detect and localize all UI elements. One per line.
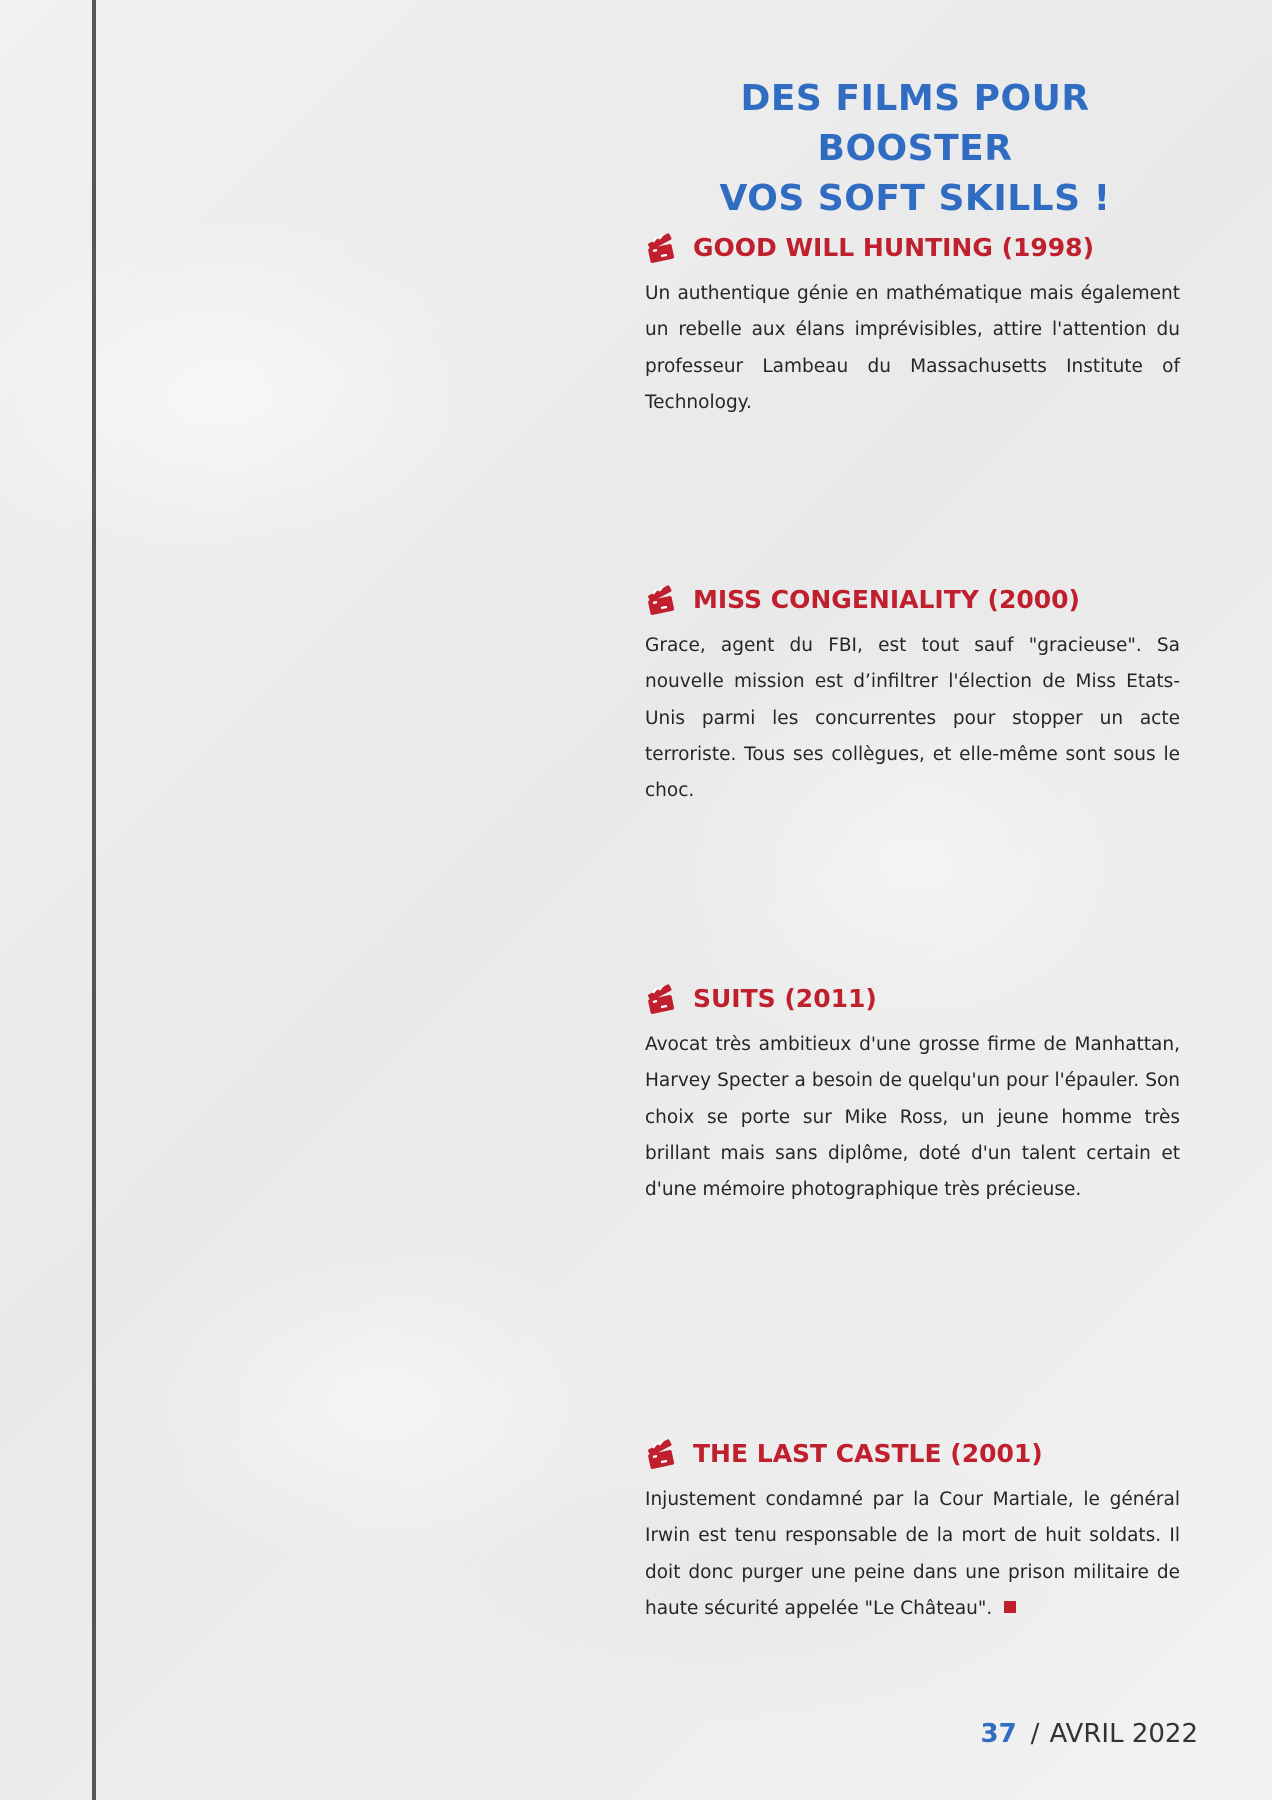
clapperboard-icon [645,232,677,264]
film-title: MISS CONGENIALITY (2000) [693,585,1080,614]
film-entry-the-last-castle [645,1434,1180,1627]
footer-separator: / [1030,1719,1040,1749]
film-title: THE LAST CASTLE (2001) [693,1439,1043,1468]
page-number: 37 [980,1719,1017,1749]
page-title [640,74,1190,224]
clapperboard-icon [645,1438,677,1470]
page-title-line-1: DES FILMS POUR BOOSTER [740,78,1090,169]
film-entry-suits [645,979,1180,1208]
film-description: Grace, agent du FBI, est tout sauf "gracieuse". Sa nouvelle mission est d’infiltrer l'élection de Miss Etats-Unis parmi les concurrentes pour stopper un acte terroriste. Tous ses collègues, et elle-même sont sous le choc. [645,635,1180,802]
film-entry-good-will-hunting [645,228,1180,421]
page-footer [980,1714,1198,1754]
film-heading [645,228,1180,268]
page-title-line-2: VOS SOFT SKILLS ! [719,178,1111,219]
film-title: SUITS (2011) [693,984,877,1013]
film-description: Avocat très ambitieux d'une grosse firme de Manhattan, Harvey Specter a besoin de quelqu'un pour l'épauler. Son choix se porte sur Mike Ross, un jeune homme très brillant mais sans diplôme, doté d'un talent certain et d'une mémoire photographique très précieuse. [645,1034,1180,1201]
clapperboard-icon [645,584,677,616]
film-description [645,1482,1180,1627]
page-margin-rule [92,0,96,1800]
film-heading [645,580,1180,620]
film-entry-miss-congeniality [645,580,1180,809]
issue-date: AVRIL 2022 [1049,1719,1198,1749]
film-title: GOOD WILL HUNTING (1998) [693,233,1095,262]
clapperboard-icon [645,983,677,1015]
film-description-text: Injustement condamné par la Cour Martiale, le général Irwin est tenu responsable de la mort de huit soldats. Il doit donc purger une peine dans une prison militaire de haute sécurité appelée "Le Château". [645,1489,1180,1619]
article-end-mark [1004,1601,1016,1613]
film-description: Un authentique génie en mathématique mais également un rebelle aux élans imprévisibles, attire l'attention du professeur Lambeau du Massachusetts Institute of Technology. [645,283,1180,413]
film-heading [645,979,1180,1019]
film-heading [645,1434,1180,1474]
